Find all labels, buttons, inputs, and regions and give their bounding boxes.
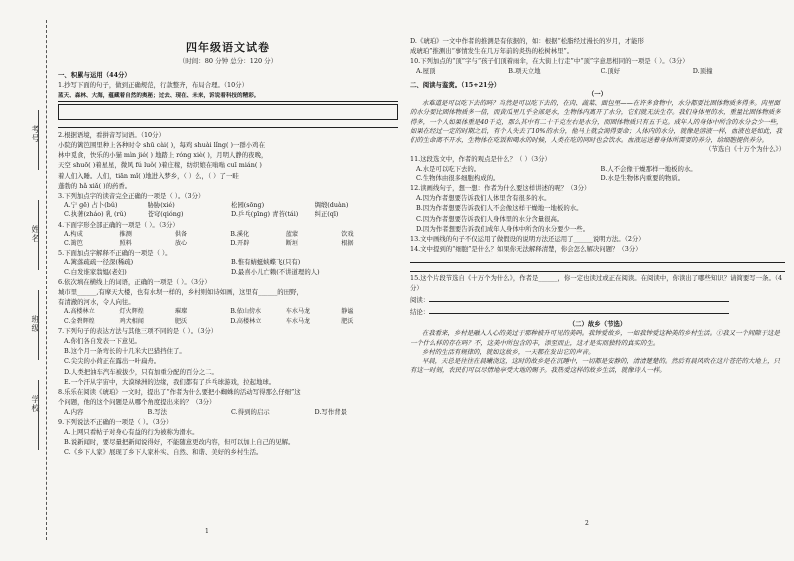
reading-part-2: （二）故乡（节选） xyxy=(568,320,627,329)
q12-option-a[interactable]: A.因为作者想要告诉我们人体里含有很多的水。 xyxy=(416,194,551,203)
q4-option: 供备 xyxy=(174,230,188,238)
q12-option-c[interactable]: C.因为作者想要告诉我们人身体里的水分含量很高。 xyxy=(416,214,564,223)
q3-option[interactable]: 纠正(qī) xyxy=(314,210,339,219)
q9-option-d-line-1[interactable]: D.《琥珀》一文中作者的推测是有依据的，如：根据“松脂经过漫长的岁月，才能形 xyxy=(410,37,644,45)
class-field[interactable] xyxy=(38,290,39,360)
q6-option: 璀璨 xyxy=(174,308,188,316)
question-11: 11.这段选文中，作者的观点是什么？（ ）（3分） xyxy=(410,155,551,164)
copy-answer-line[interactable] xyxy=(58,122,398,128)
q4-option: 照料 xyxy=(119,240,132,248)
section-1-heading: 一、积累与运用（44分） xyxy=(58,71,131,80)
q4-option[interactable]: A.构成 xyxy=(64,230,83,238)
q8-option[interactable]: D.写作背景 xyxy=(314,407,347,416)
q6-option[interactable]: A.高楼林立 xyxy=(64,308,95,316)
exam-title: 四年级语文试卷 xyxy=(186,41,270,54)
q4-option: 推测 xyxy=(119,230,132,238)
question-9: 9.下列说法不正确的一项是（ ）。（3分） xyxy=(58,417,173,426)
q3-option[interactable]: 苍穹(qiónɡ) xyxy=(147,210,184,219)
q10-option[interactable]: C.顶好 xyxy=(600,66,620,75)
q12-option-b[interactable]: B.因为作者想要告诉我们人不会像这样干燥地一地板的水。 xyxy=(416,204,583,213)
right-page xyxy=(410,36,785,561)
q7-option-d[interactable]: D.人类把油车汽车被拔少，只有加重分配的百分之二。 xyxy=(64,367,218,376)
q7-option-c[interactable]: C.尖尖的小荷正在露出一叶扁舟。 xyxy=(64,357,161,366)
q5-option[interactable]: C.白发谁家翁媪(老妇) xyxy=(64,267,127,276)
reading-part-1: （一） xyxy=(587,90,608,99)
question-8: 8.乐乐在阅读《琥珀》一文时，提出了“作者为什么要把小蜘蛛的活动写得那么仔细”这 xyxy=(58,388,301,397)
q3-option[interactable]: C.执著(zháo) 乳 (rǔ) xyxy=(64,210,127,219)
q6-option: 灯火辉煌 xyxy=(119,308,144,316)
q6-option[interactable]: D.高楼林立 xyxy=(230,317,262,325)
q11-option[interactable]: A.水是可以吃下去的。 xyxy=(416,164,481,173)
question-5: 5.下面加点字解释不正确的一项是（ ）。 xyxy=(58,249,172,258)
q6-line-1: 城市里______,有摩天大楼，也有水坝一样的，乡村则如诗如画，这里有______的田野， xyxy=(58,288,303,297)
q4-options xyxy=(58,230,398,248)
q3-option[interactable]: 松园(sōnɡ) xyxy=(231,201,265,210)
q10-option[interactable]: B.项天立地 xyxy=(508,66,541,75)
reading-passage-1: 水难道是可以吃下去的吗？当然是可以吃下去的，在肉、蔬菜、面包里——在许多食物中，水分都要比固体物质多得多。肉里面的水分要比固体物质多一倍，而黄瓜里几乎全部是水，生物体内离开了水分，它们就无法生存。我们身体里的水，重量比固体物质多得多，一个人如果体重是40千克，那么其中有二十千克左右是水分，而固体物质只有五千克。成年人的身体中所含的水分会少一些，如果在经过一定的时期之后，有个人失去了10%的水分，他马上就会渴得要命；人体内的水分，就像是溶液一样，血液也是如此，我们的生命离不开水，生物体在吃饭和喝水的时候，人类在吃的同时也会饮水。血液运送着身体所需要的养分，给细胞提供养分。 xyxy=(410,99,783,145)
q6-line-2: 有清澈的河水，令人向往。 xyxy=(58,298,135,307)
question-1: 1.抄写下面的句子，做到正确规范，行款整齐，布局合理。（10分） xyxy=(58,81,248,90)
q8-line-2: 个问题，他的这个问题是从哪个角度提出来的？（3分） xyxy=(58,398,216,407)
q8-options xyxy=(58,408,398,417)
q6-option: 肥沃 xyxy=(341,317,354,325)
q4-option: 放心 xyxy=(174,240,188,248)
question-7: 7.下列句子的表达方法与其他三项不同的是（ ）。（3分） xyxy=(58,326,218,335)
copy-sentence: 蓝天、森林、大海，蕴藏着自然的奥秘；过去、现在、未来，诉说着科技的精彩。 xyxy=(58,92,398,102)
binding-margin xyxy=(0,0,60,561)
q12-option-d[interactable]: D.因为作者想要告诉我们成年人身体中所含的水分要少一些。 xyxy=(416,224,590,233)
q3-option[interactable]: 绸缎(duàn) xyxy=(314,201,349,210)
q6-option: 车水马龙 xyxy=(285,317,311,325)
q8-option[interactable]: B.写法 xyxy=(147,407,168,416)
page-number-left: 1 xyxy=(205,528,209,535)
q8-option[interactable]: C.得到的启示 xyxy=(231,407,270,416)
passage-2-para-1: 在我看来，乡村是融入人心的美过于那种被升可见的美吗。我钟爱故乡，一如我钟爱这种美的乡村生活。①我又一个间隙于这是一个什么样的存在吗？不，这美中所包含的丰，添至而止，这才是实而独特的真实的生。 xyxy=(410,329,780,347)
q2-line-4: 着人们入睡。人们，tiān mǐ( )地进入梦乡，（ ）么，（ ）了一畦 xyxy=(58,171,239,180)
q4-option[interactable]: D.开辟 xyxy=(230,240,250,248)
q11-option[interactable]: D.水是生物体内重要的物质。 xyxy=(600,173,685,182)
q4-option[interactable]: C.篱笆 xyxy=(64,240,83,248)
question-6: 6.依次填在横线上的词语，正确的一项是（ ）。（3分） xyxy=(58,277,211,286)
q7-option-e[interactable]: E.一个汗从宇宙中，大漠绿洲的边缘，我们都有了乒乓球游戏，拉起地球。 xyxy=(64,377,276,386)
q6-option: 静谧 xyxy=(341,308,354,316)
seat-no-field[interactable] xyxy=(38,110,39,170)
q8-option[interactable]: A.内容 xyxy=(64,407,84,416)
page-number-right: 2 xyxy=(585,520,589,527)
q5-option[interactable]: A.篱落疏疏一径深(稀疏) xyxy=(64,258,134,267)
q4-option: 根据 xyxy=(341,240,354,248)
q11-options xyxy=(410,165,785,183)
q2-line-5: 蓬勃的 hǎ xiǎ( )的药香。 xyxy=(58,181,132,190)
q6-option: 车水马龙 xyxy=(285,308,311,316)
class-label: 班级 xyxy=(31,315,40,333)
q15-reading-label: 阅读： xyxy=(410,295,430,304)
q15-conclusion-field[interactable] xyxy=(429,306,729,314)
q3-option[interactable]: D.乒乓(pīnɡ) 青苔(tái) xyxy=(231,210,299,219)
passage-2-para-3: 早晨，天总是往往在晨曦浇这，这时的故乡是在沉睡中，一切都是安静的，清清楚楚的。然后有晨风吹在这片苍茫的大地上，只有这一时刻，农民们可以尽情地享受大地的赐予。我热爱这样的故乡生活，就像诗人一样。 xyxy=(410,357,780,375)
question-15: 15.这个片段节选自《十万个为什么》，作者是______，你一定也读过或正在阅读。在阅读中，你读出了哪些知识？请简要写一条。（4分） xyxy=(410,274,783,292)
q4-option: 断垣 xyxy=(285,240,299,248)
q2-line-3: 天空 shuō( )着星星，微风 fú luǒ( )着庄稼，纺织娘在嗡嗡 cuī mián( ) xyxy=(58,161,262,170)
q6-option[interactable]: C.金碧辉煌 xyxy=(64,317,95,325)
question-4: 4.下面字形全部正确的一项是（ ）。（3分） xyxy=(58,220,179,229)
q3-option[interactable]: 胁胁(xié) xyxy=(147,201,175,210)
q10-option[interactable]: A.屋顶 xyxy=(416,66,436,75)
passage-1-source: （节选自《十万个为什么》） xyxy=(705,145,785,154)
q6-option: 鸡犬相闻 xyxy=(119,317,144,325)
copy-answer-box[interactable] xyxy=(58,104,398,120)
q10-option[interactable]: D.顶撞 xyxy=(692,66,713,75)
q10-options xyxy=(410,67,785,76)
q14-answer-line-2[interactable] xyxy=(410,263,785,272)
q3-options xyxy=(58,201,398,219)
passage-2-para-2: 乡村的生活有规律的，就如这故乡，一天都在发出它的声音。 xyxy=(422,347,595,356)
question-2: 2.根据语境，看拼音写词语。（10分） xyxy=(58,130,165,139)
q9-option-c[interactable]: C.《乡下人家》展现了乡下人家朴实、自然、和谐、美好的乡村生活。 xyxy=(64,448,263,457)
question-13: 13.文中画线的句子不仅运用了做假设的说明方法还运用了______说明方法。（2分） xyxy=(410,235,645,244)
q15-conclusion-row xyxy=(410,306,785,317)
question-10: 10.下列加点的“顶”字与“孩子们顶着雨伞，在大街上行走”中“顶”字意思相同的一项是（ ）。（3分） xyxy=(410,57,689,66)
question-14: 14.文中提到的“细胞”是什么？如果你无法解释清楚，你会怎么解决问题？（3分） xyxy=(410,245,642,254)
exam-subtitle: （时间：80 分钟 总分：120 分） xyxy=(178,57,278,65)
q6-option: 肥沃 xyxy=(174,317,188,325)
q4-option: 蓝蒙 xyxy=(285,230,299,238)
q11-option[interactable]: B.人不会像干燥那样一地板的水。 xyxy=(600,164,697,173)
q2-line-2: 林中觅食，快乐的小猫 mìn jié( ) 地踏上 róng xiè( )，月明人静的夜晚， xyxy=(58,151,268,160)
q7-option-a[interactable]: A.你们各自发表一下意见。 xyxy=(64,337,141,346)
q15-reading-field[interactable] xyxy=(429,294,729,302)
q5-option[interactable]: D.最喜小儿亡赖(不讲道理的人) xyxy=(231,267,320,276)
name-label: 姓名 xyxy=(31,225,40,243)
q9-option-d-line-2: 成琥珀”推测出“事情发生在几万年前的炎热的松树林里”。 xyxy=(410,47,574,56)
section-2-heading: 二、阅读与鉴赏。（15+21分） xyxy=(410,80,501,89)
q2-line-1: 小院的篱笆围里种上各种时令 shū cài( )，每鸡 shuài lǐng( )一群小鸡在 xyxy=(58,141,265,150)
q7-option-b[interactable]: B.这个月一条弯长的十几米大巴猎挡住了。 xyxy=(64,347,186,356)
cut-line xyxy=(46,20,47,540)
q5-option[interactable]: B.惟有蜻蜓蛱蝶飞(只有) xyxy=(231,258,301,267)
school-label: 学校 xyxy=(31,395,40,413)
q6-options xyxy=(58,307,398,325)
seat-no-label: 考号 xyxy=(31,125,40,143)
question-12: 12.读画线句子，想一想：作者为什么要这样讲述的呢？（3分） xyxy=(410,184,591,193)
q4-option[interactable]: B.溪化 xyxy=(230,230,250,238)
q15-reading-row xyxy=(410,294,785,305)
school-field[interactable] xyxy=(38,380,39,450)
q6-option[interactable]: B.依山傍水 xyxy=(230,308,262,316)
q3-option[interactable]: A.宁 ɡē) 占卜(bǔ) xyxy=(64,201,118,210)
q9-option-a[interactable]: A.上网只看帖子对身心有益的行为被称为滑水。 xyxy=(64,427,199,436)
left-page xyxy=(58,0,398,561)
name-field[interactable] xyxy=(38,200,39,270)
q14-answer-line[interactable] xyxy=(410,254,785,263)
q9-option-b[interactable]: B.说新闻时，要尽量把新闻说得好，不能随意更改内容，但可以加上自己的见解。 xyxy=(64,438,295,447)
question-3: 3.下列加点字的读音完全正确的一项是（ ）。（3分） xyxy=(58,192,205,201)
q5-options xyxy=(58,258,398,276)
q11-option[interactable]: C.生物体由很多细胞构成的。 xyxy=(416,173,500,182)
q15-conclusion-label: 结论： xyxy=(410,308,430,317)
q4-option: 饮戏 xyxy=(341,230,354,238)
